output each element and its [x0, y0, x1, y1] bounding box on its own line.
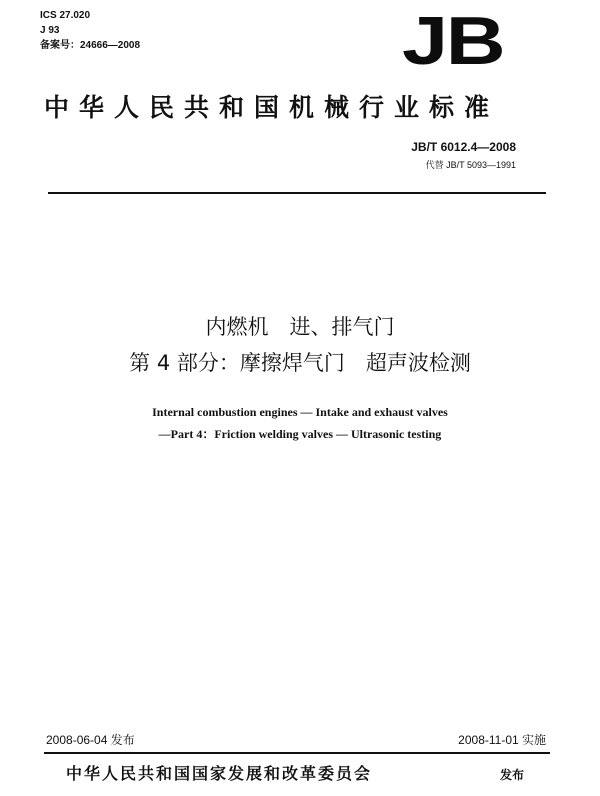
title-en-line2: —Part 4：Friction welding valves — Ultrasonic testing: [158, 427, 442, 441]
bottom-divider: [44, 752, 550, 754]
jb-logo: JB: [402, 3, 504, 79]
publish-date: 2008-06-04 发布: [46, 733, 135, 747]
title-en-line1: Internal combustion engines — Intake and exhaust valves: [152, 405, 448, 419]
standard-number: JB/T 6012.4—2008: [411, 140, 516, 154]
issuer-suffix: 发布: [500, 768, 525, 782]
record-number: 备案号：24666—2008: [40, 40, 141, 51]
title-cn-line1: 内燃机 进、排气门: [205, 315, 395, 339]
replaced-standard: 代替 JB/T 5093—1991: [425, 160, 516, 170]
implement-date: 2008-11-01 实施: [458, 733, 546, 747]
classification-code: J 93: [40, 25, 60, 36]
title-cn-line2: 第 4 部分：摩擦焊气门 超声波检测: [129, 351, 471, 375]
issuing-authority: 中华人民共和国国家发展和改革委员会: [66, 764, 373, 783]
standard-banner: 中华人民共和国机械行业标准: [44, 93, 500, 122]
ics-code: ICS 27.020: [40, 10, 91, 21]
top-divider: [48, 192, 546, 194]
